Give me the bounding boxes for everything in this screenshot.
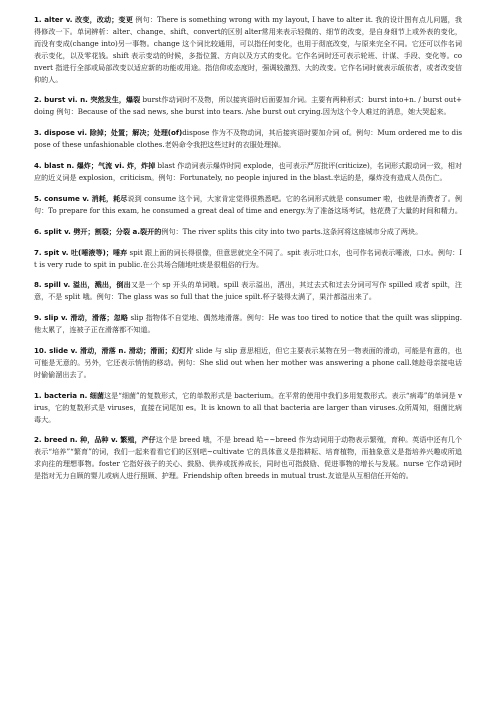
entry-heading: 9. slip v. 滑动，滑落；忽略 [34, 313, 129, 323]
entry-heading: 5. consume v. 消耗，耗尽 [34, 193, 128, 203]
entry-heading: 6. split v. 劈开；割裂；分裂 a.裂开的 [34, 226, 162, 236]
entry-alter [34, 14, 462, 85]
entry-spit [34, 247, 462, 271]
entry-text: 这是“细菌”的复数形式，它的单数形式是 bacterium。在平常的使用中我们多用复数形式。表示“病毒”的单词是 virus，它的复数形式是 viruses，直接在词尾加 es。It is known to all that bacteria are larger than viruses.众所周知，细菌比病毒大。 [34, 390, 462, 424]
entry-spill [34, 279, 462, 303]
entry-text: 这个是 breed 哦，不是 bread 哈~~breed 作为动词用于动物表示繁殖，育种。英语中还有几个表示“培养”“繁育”的词，我们一起来看看它们的区别吧~cultivate 它的具体意义是指耕耘、培育植物，而抽象意义是指培养兴趣或所追求向往的理想事物。foster 它指好孩子的关心、鼓励、供养或抚养成长，同时也可指鼓励、促进事物的增长与发展。nurse 它作动词时是指对无力自顾的婴儿或病人进行照顾、护理。Friendship often breeds in mutual trust.友谊是从互相信任开始的。 [34, 435, 462, 481]
entry-consume [34, 193, 462, 217]
entry-heading: 3. dispose vi. 除掉；处置；解决；处理(of) [34, 128, 183, 138]
entry-blast [34, 160, 462, 184]
entry-text: spit 跟上面的词长得很像，但意思就完全不同了。spit 表示吐口水，也可作名词表示唾液，口水。例句：It is very rude to spit in public.在公共场合随地吐痰是很粗俗的行为。 [34, 247, 462, 269]
entry-text: slide 与 slip 意思相近，但它主要表示某物在另一物表面的滑动，可能是有意的，也可能是无意的。另外，它还表示悄悄的移动。例句：She slid out when her mother was answering a phone call.她趁母亲接电话时偷偷溜出去了。 [34, 346, 462, 379]
entry-heading: 2. breed n. 种，品种 v. 繁殖，产仔 [34, 435, 156, 445]
entry-heading: 1. bacteria n. 细菌 [34, 390, 104, 400]
entry-heading: 1. alter v. 改变，改动；变更 [34, 15, 133, 24]
entry-heading: 8. spill v. 溢出，溅出，倒出 [34, 280, 131, 290]
entry-burst [34, 94, 462, 118]
entry-heading: 7. spit v. 吐(唾液等)；唾弃 [34, 247, 128, 257]
entry-dispose [34, 127, 462, 151]
entry-heading: 2. burst vi. n. 突然发生，爆裂 [34, 95, 141, 105]
entry-text: dispose 作为不及物动词，其后接宾语时要加介词 of。例句：Mum ordered me to dispose of these unfashionable clothes.老妈命令我把这些过时的衣服处理掉。 [34, 128, 462, 150]
entry-bacteria [34, 390, 462, 426]
entry-heading: 10. slide v. 滑动，滑落 n. 滑动；滑面；幻灯片 [34, 346, 194, 356]
entry-text: 又是一个 sp 开头的单词哦。spill 表示溢出，洒出，其过去式和过去分词可写作 spilled 或者 spilt，注意，不是 split 哦。例句：The glass was so full that the juice spilt.杯子装得太满了，果汁都溢出来了。 [34, 280, 463, 302]
entry-heading: 4. blast n. 爆炸；气流 vi. 炸，炸掉 [34, 161, 156, 171]
entry-text: slip 指物体不自觉地、偶然地滑落。例句：He was too tired to notice that the quilt was slipping.他太累了，连被子正在滑落都不知道。 [34, 313, 462, 335]
entry-text: blast 作动词表示爆炸时同 explode，也可表示严厉批评(criticize)，名词形式跟动词一致，相对应的近义词是 explosion，criticism。例句：Fortunately, no people injured in the blast.幸运的是，爆炸没有造成人员伤亡。 [34, 161, 462, 182]
entry-slide [34, 345, 462, 381]
entry-text: 例句：There is something wrong with my layout, I have to alter it. 我的设计图有点儿问题，我得修改一下。单词辨析：alter、change、shift、convert的区别 alter常用来表示轻微的、细节的改变，是自身细节上或外表的变化，而没有变成(change into)另一事物。change 这个词比较通用，可以指任何变化，也用于彻底改变，与原来完全不同。它还可以作名词表示变化，以及零花钱。shift 表示变动的时候，多指位置、方向以及方式的变化。它作名词时还可表示轮班、计谋、手段、变化等。convert 指进行全部或局部改变以适应新的功能或用途。指信仰或态度时，强调较激烈、大的改变。它作名词时就表示皈依者，或者改变信仰的人。 [34, 15, 462, 84]
entry-text: 说到 consume 这个词，大家肯定觉得很熟悉吧。它的名词形式就是 consumer 啦，也就是消费者了。例句：To prepare for this exam, he consumed a great deal of time and energy.为了准备这场考试，他花费了大量的时间和精力。 [34, 193, 462, 215]
entry-breed [34, 434, 462, 482]
entry-split [34, 226, 462, 238]
entry-text: 例句：The river splits this city into two parts.这条河将这座城市分成了两块。 [161, 226, 423, 236]
entry-slip [34, 312, 462, 336]
entry-text: burst作动词时不及物，所以接宾语时后面要加介词。主要有两种形式：burst into+n. / burst out+doing 例句：Because of the sad news, she burst into tears. /she burst out crying.因为这个令人难过的消息，她大哭起来。 [34, 95, 462, 117]
